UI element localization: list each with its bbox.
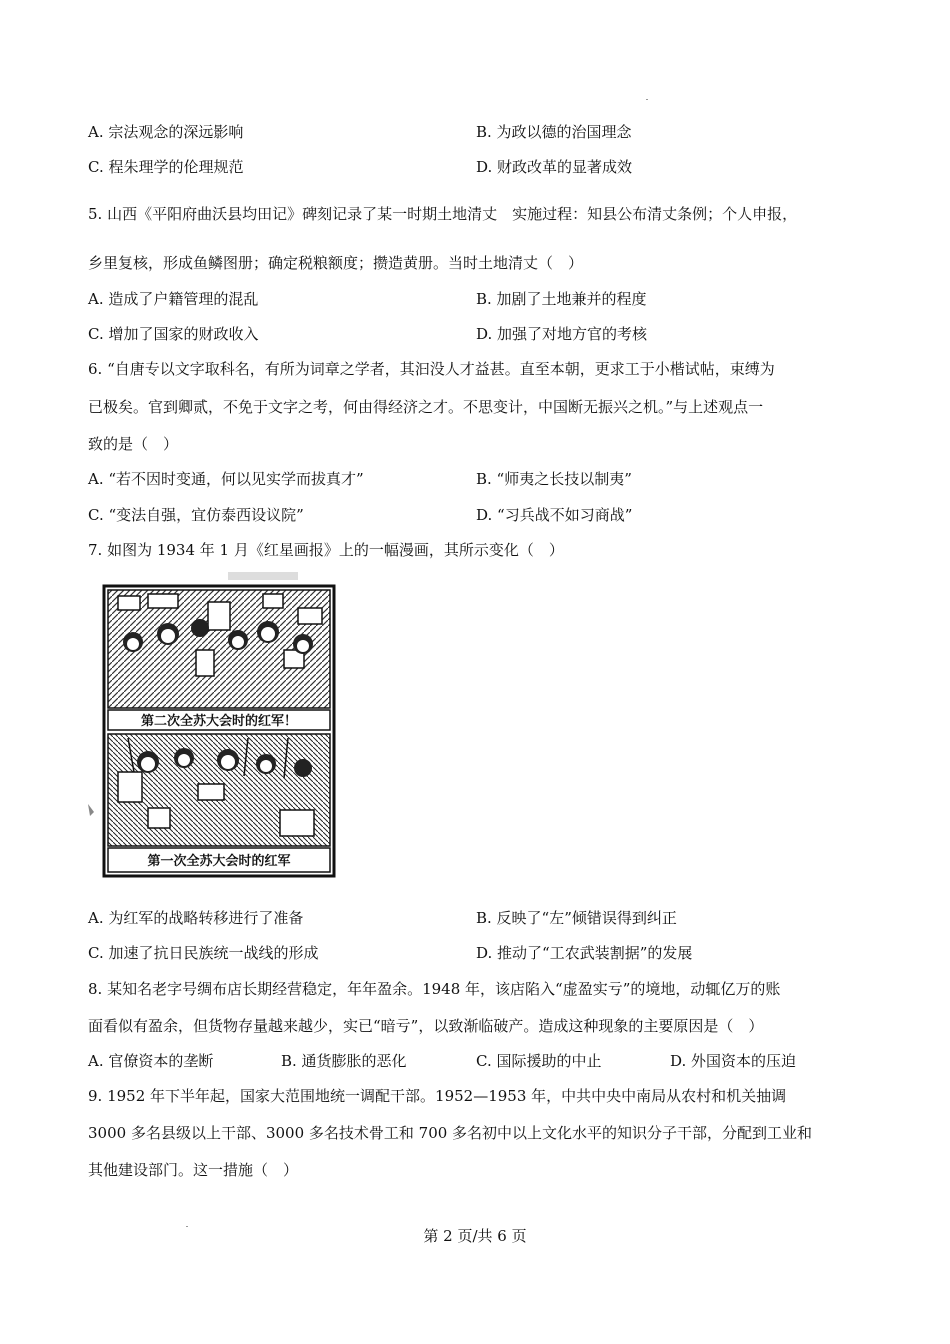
q6-option-d: D. “习兵战不如习商战” [476,506,633,524]
q8-stem-line2: 面看似有盈余，但货物存量越来越少，实已“暗亏”，以致渐临破产。造成这种现象的主要原因是（ ） [88,1017,764,1035]
q6-stem-line2: 已极矣。官到卿贰，不免于文字之考，何由得经济之才。不思变计，中国断无振兴之机。”与上述观点一 [88,398,764,416]
q7-stem-line1: 7. 如图为 1934 年 1 月《红星画报》上的一幅漫画，其所示变化（ ） [88,541,564,559]
cartoon-illustration [88,572,340,882]
q8-option-d: D. 外国资本的压迫 [670,1052,797,1070]
q5-stem-line2: 乡里复核，形成鱼鳞图册；确定税粮额度；攒造黄册。当时土地清丈（ ） [88,254,584,272]
q7-option-c: C. 加速了抗日民族统一战线的形成 [88,944,319,962]
q5-stem-line1: 5. 山西《平阳府曲沃县均田记》碑刻记录了某一时期土地清丈 实施过程：知县公布清丈条例；个人申报， [88,205,798,223]
q8-option-b: B. 通货膨胀的恶化 [281,1052,407,1070]
q5-option-b: B. 加剧了土地兼并的程度 [476,290,647,308]
q5-option-a: A. 造成了户籍管理的混乱 [88,290,259,308]
q7-option-d: D. 推动了“工农武装割据”的发展 [476,944,693,962]
page-footer: 第 2 页/共 6 页 [423,1227,527,1245]
q8-option-c: C. 国际援助的中止 [476,1052,602,1070]
q4-option-b: B. 为政以德的治国理念 [476,123,632,141]
q9-stem-line3: 其他建设部门。这一措施（ ） [88,1161,299,1179]
q6-stem-line1: 6. “自唐专以文字取科名，有所为词章之学者，其汩没人才益甚。直至本朝，更求工于小楷试帖，束缚为 [88,360,775,378]
cartoon-top-caption: 第二次全苏大会时的红军！ [140,714,298,729]
q5-option-d: D. 加强了对地方官的考核 [476,325,648,343]
q7-option-a: A. 为红军的战略转移进行了准备 [88,909,304,927]
q6-option-c: C. “变法自强，宜仿泰西设议院” [88,506,304,524]
q4-option-d: D. 财政改革的显著成效 [476,158,633,176]
q6-option-b: B. “师夷之长技以制夷” [476,470,632,488]
q6-option-a: A. “若不因时变通，何以见实学而拔真才” [88,470,364,488]
q7-option-b: B. 反映了“左”倾错误得到纠正 [476,909,677,927]
q6-stem-line3: 致的是（ ） [88,435,179,453]
q4-option-a: A. 宗法观念的深远影响 [88,123,244,141]
q8-stem-line1: 8. 某知名老字号绸布店长期经营稳定，年年盈余。1948 年，该店陷入“虚盈实亏”的境地，动辄亿万的账 [88,980,781,998]
q9-stem-line1: 9. 1952 年下半年起，国家大范围地统一调配干部。1952—1953 年，中共中央中南局从农村和机关抽调 [88,1087,787,1105]
q5-option-c: C. 增加了国家的财政收入 [88,325,259,343]
q4-option-c: C. 程朱理学的伦理规范 [88,158,244,176]
cartoon-bottom-caption: 第一次全苏大会时的红军 [147,854,291,869]
red-star-cartoon [88,572,340,882]
q8-option-a: A. 官僚资本的垄断 [88,1052,214,1070]
scan-speck [646,99,648,100]
q9-stem-line2: 3000 多名县级以上干部、3000 多名技术骨工和 700 多名初中以上文化水平的知识分子干部，分配到工业和 [88,1124,813,1142]
